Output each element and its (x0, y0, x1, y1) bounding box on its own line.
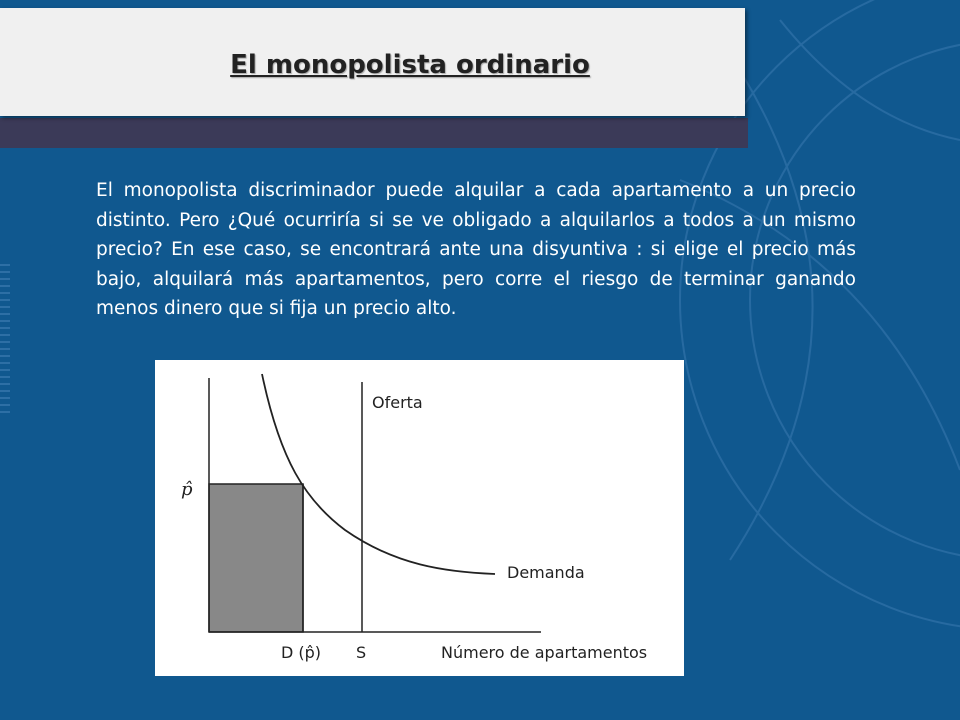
supply-label: Oferta (372, 393, 423, 412)
x-axis-label: Número de apartamentos (441, 643, 648, 662)
price-label: p̂ (181, 479, 193, 500)
quantity-label: D (p̂) (281, 643, 322, 662)
title-band (0, 118, 748, 148)
body-paragraph: El monopolista discriminador puede alquilar a cada apartamento a un precio distinto. Pero ¿Qué ocurriría si se ve obligado a alquilarlos a todos a un mismo precio? En ese caso, se encontrará ante una disyuntiva : si elige el precio más bajo, alquilará más apartamentos, pero corre el riesgo de terminar ganando menos dinero que si fija un precio alto. (96, 180, 856, 319)
demand-label: Demanda (507, 563, 585, 582)
monopoly-diagram (155, 360, 684, 676)
slide-title: El monopolista ordinario (230, 50, 590, 80)
revenue-area (209, 484, 303, 632)
supply-quantity-label: S (356, 643, 367, 662)
